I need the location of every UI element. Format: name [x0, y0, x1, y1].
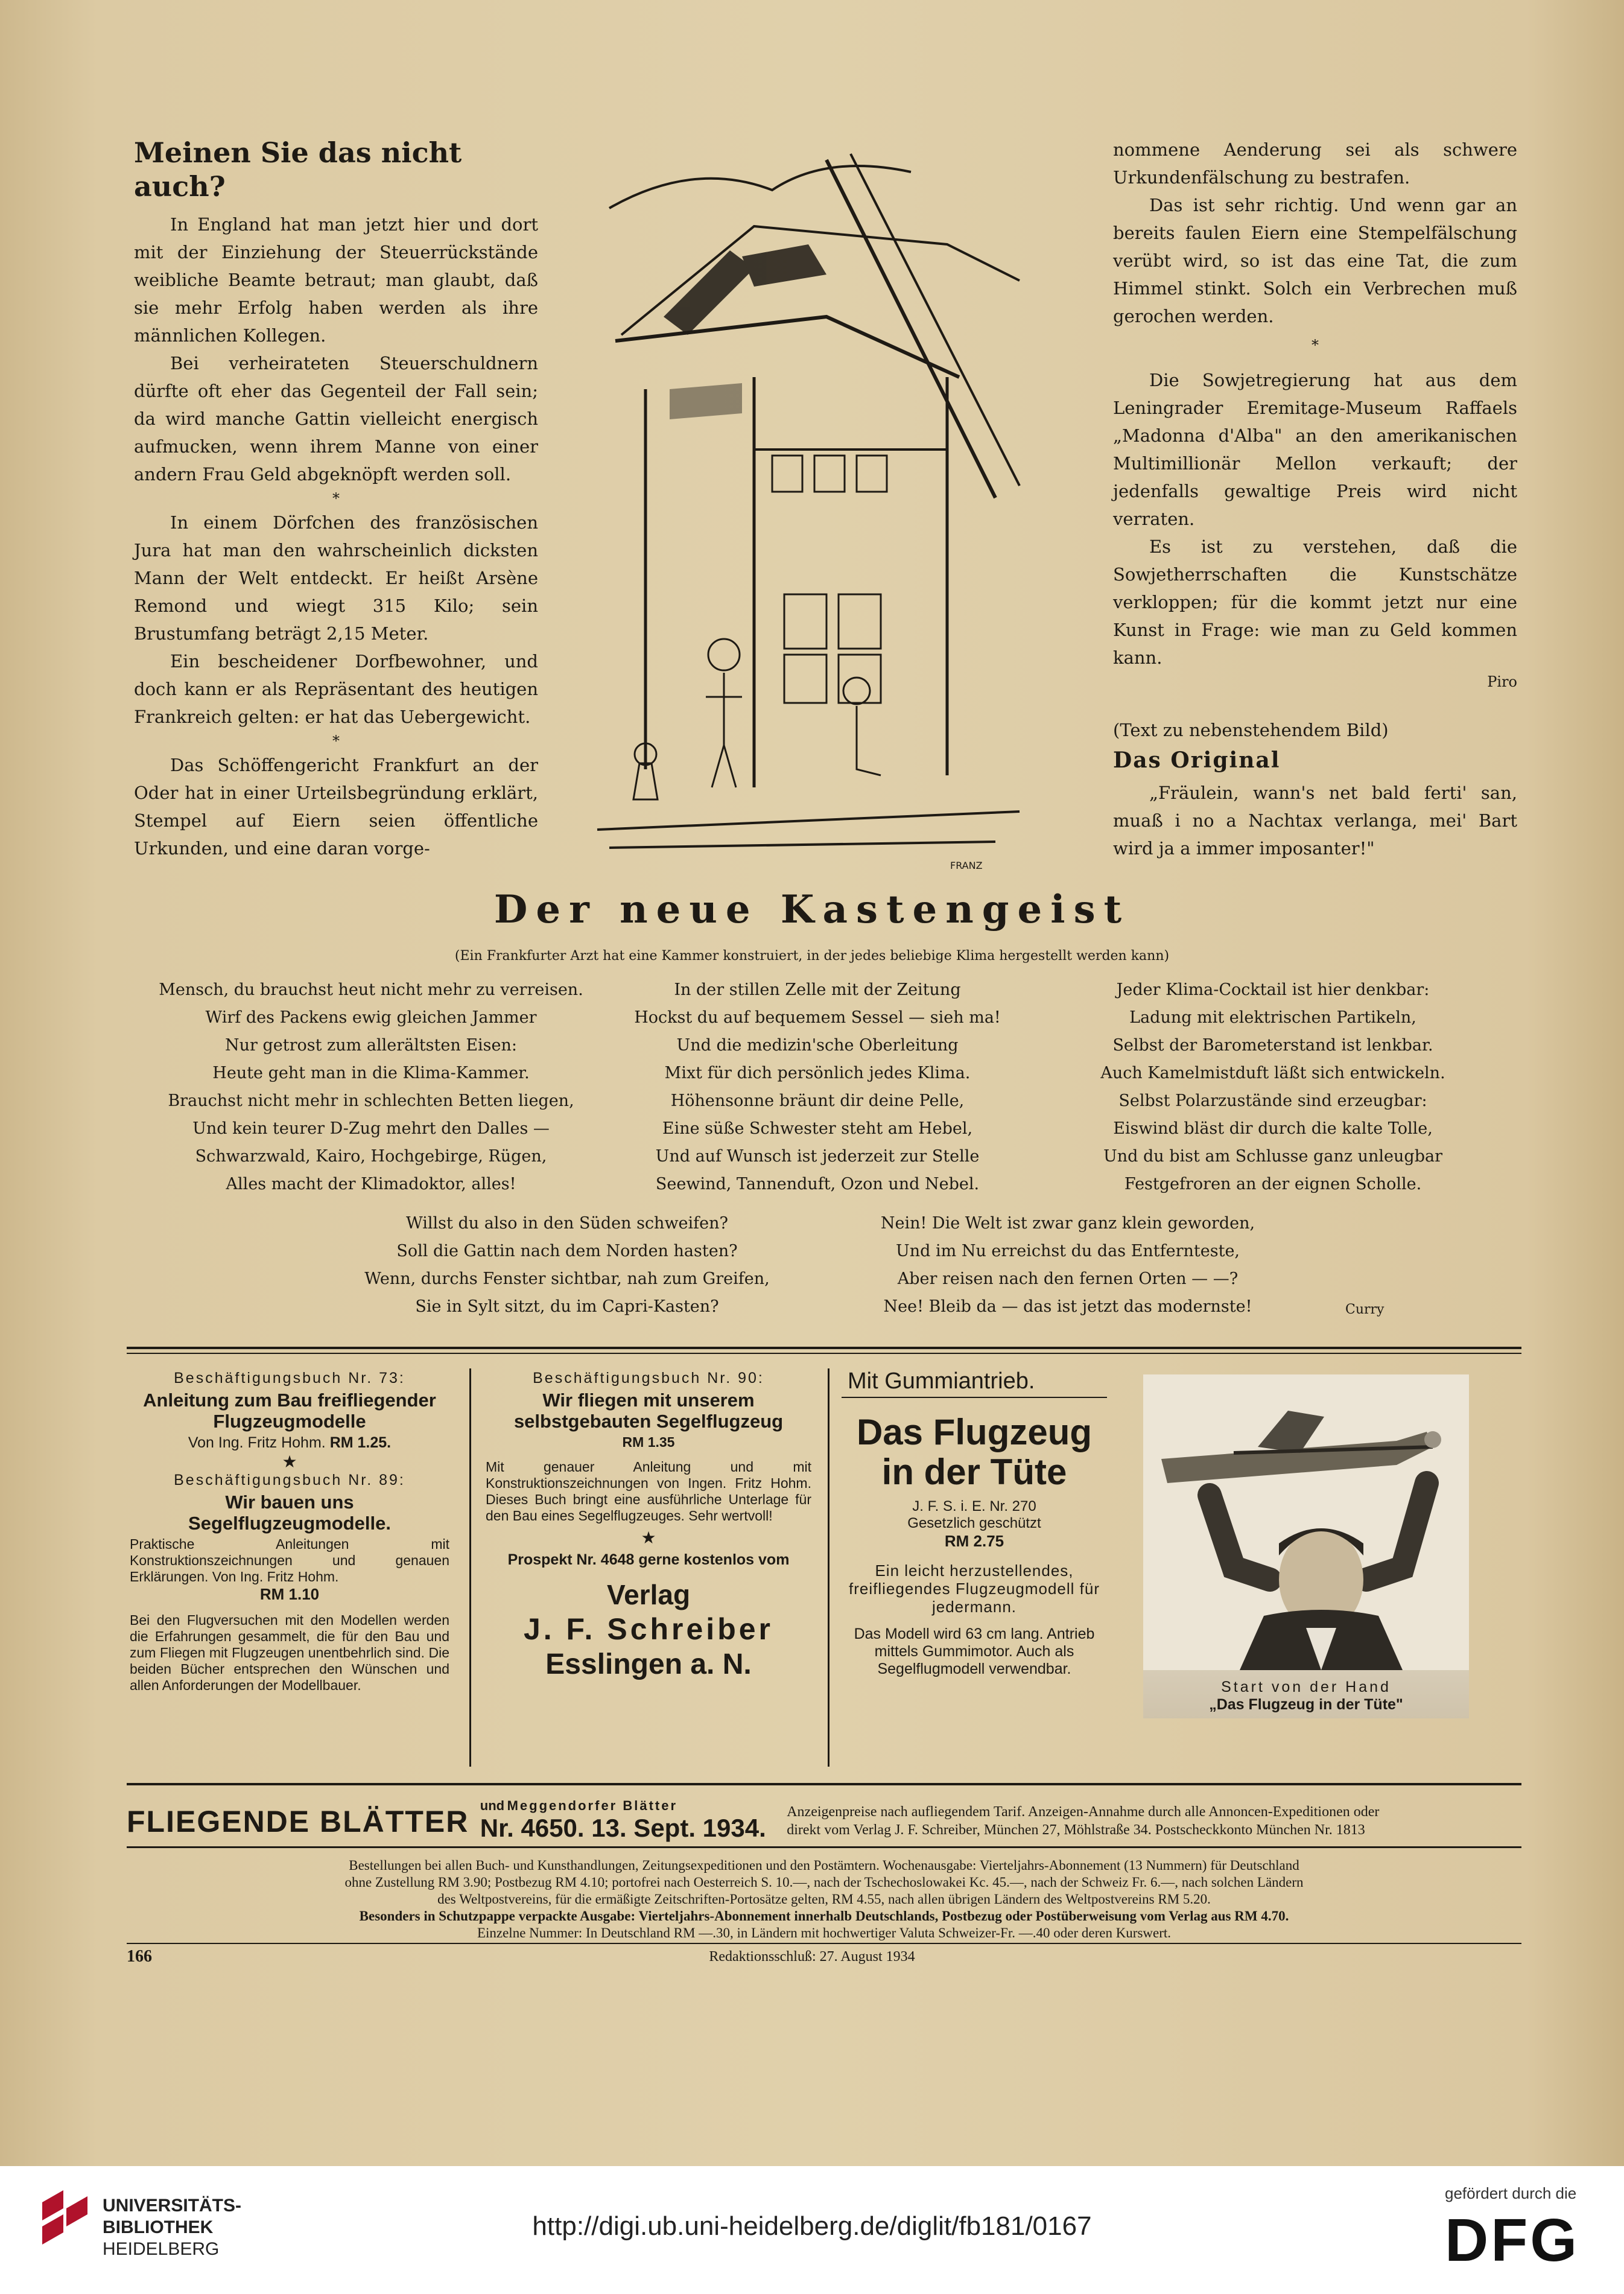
- ad-text: Bei den Flugversuchen mit den Modellen werden die Erfahrungen gesammelt, die für den Bau und zum Fliegen mit Flugzeugen unentbehrlich sind. Die beiden Bücher entsprechen den Wünschen und allen Anforderungen der Modellbauer.: [130, 1612, 449, 1693]
- article-paragraph: Das Schöffengericht Frankfurt an der Oder hat in einer Urteilsbegründung erklärt, Stempel auf Eiern seien öffentliche Urkunden, und eine daran vorge-: [134, 755, 538, 859]
- poem-line: Und auf Wunsch ist jederzeit zur Stelle: [655, 1147, 980, 1166]
- masthead-info: [787, 1803, 1379, 1839]
- illustration-old-house: [573, 136, 1038, 872]
- photo-caption-1: Start von der Hand: [1221, 1679, 1391, 1695]
- poem-line: Nein! Die Welt ist zwar ganz klein geworden,: [880, 1214, 1255, 1233]
- poem-line: Aber reisen nach den fernen Orten — —?: [897, 1269, 1239, 1288]
- redaktionsschluss: Redaktionsschluß: 27. August 1934: [709, 1949, 915, 1965]
- article-paragraph: In einem Dörfchen des französischen Jura hat man den wahrscheinlich dicksten Mann der Welt entdeckt. Er heißt Arsène Remond und wiegt 315 Kilo; sein Brustumfang beträgt 2,15 Meter.: [134, 512, 538, 644]
- poem-line: Mensch, du brauchst heut nicht mehr zu verreisen.: [159, 980, 583, 999]
- poem-line: Eiswind bläst dir durch die kalte Tolle,: [1113, 1119, 1433, 1138]
- illustration-signature: FRANZ: [950, 860, 983, 871]
- poem-line: Nur getrost zum allerältsten Eisen:: [224, 1036, 518, 1055]
- publisher-name: J. F. Schreiber: [523, 1612, 774, 1646]
- publisher-city: Esslingen a. N.: [545, 1648, 752, 1680]
- poem-line: Schwarzwald, Kairo, Hochgebirge, Rügen,: [195, 1147, 547, 1166]
- poem-line: Willst du also in den Süden schweifen?: [405, 1214, 729, 1233]
- masthead-issue-block: [480, 1798, 766, 1843]
- star-icon: ★: [641, 1528, 656, 1547]
- caption-note: (Text zu nebenstehendem Bild): [1113, 720, 1389, 740]
- library-name-line: HEIDELBERG: [103, 2239, 220, 2259]
- permalink-url[interactable]: http://digi.ub.uni-heidelberg.de/diglit/fb181/0167: [532, 2211, 1092, 2241]
- funding-note: gefördert durch die: [1445, 2184, 1577, 2202]
- poem-line: Wirf des Packens ewig gleichen Jammer: [205, 1008, 537, 1027]
- book-price: RM 1.35: [622, 1434, 675, 1450]
- poem-line: Jeder Klima-Cocktail ist hier denkbar:: [1116, 980, 1430, 999]
- star-icon: ★: [282, 1452, 297, 1471]
- book-title: Wir bauen uns Segelflugzeugmodelle.: [188, 1492, 391, 1534]
- masthead-und: und: [480, 1798, 505, 1813]
- poem-line: Mixt für dich persönlich jedes Klima.: [664, 1064, 971, 1082]
- poem-stanza-5: [826, 1210, 1309, 1321]
- section-star: *: [332, 490, 340, 507]
- poem-line: Und kein teurer D-Zug mehrt den Dalles —: [192, 1119, 550, 1138]
- ad-flugzeug-tuete: [842, 1368, 1107, 1678]
- order-line: Besonders in Schutzpappe verpackte Ausgabe: Vierteljahrs-Abonnement innerhalb Deutschlands, Postbezug oder Postüberweisung vom Verlag aus RM 4.70.: [359, 1908, 1289, 1924]
- poem-line: Hockst du auf bequemem Sessel — sieh ma!: [634, 1008, 1001, 1027]
- article-left-column: [134, 136, 538, 862]
- caption-title: Das Original: [1113, 748, 1281, 773]
- ad-book-segelflugzeug: [486, 1370, 811, 1682]
- book-title: Anleitung zum Bau freifliegender Flugzeugmodelle: [143, 1390, 436, 1432]
- ad-protected: Gesetzlich geschützt: [907, 1515, 1041, 1531]
- poem-line: Festgefroren an der eignen Scholle.: [1124, 1175, 1422, 1193]
- article-title: Meinen Sie das nicht auch?: [134, 136, 462, 203]
- book-price: RM 1.10: [259, 1585, 320, 1603]
- publisher-verlag: Verlag: [606, 1579, 691, 1610]
- article-paragraph: In England hat man jetzt hier und dort mit der Einziehung der Steuerrückstände weibliche Beamte betraut; man glaubt, daß sie mehr Erfolg haben werden als ihre männlichen Kollegen.: [134, 214, 538, 346]
- footer-rule: [127, 1943, 1521, 1944]
- ad-description-2: Das Modell wird 63 cm lang. Antrieb mittels Gummimotor. Auch als Segelflugmodell verwendbar.: [854, 1625, 1095, 1677]
- photo-boy-with-plane: [1143, 1374, 1469, 1718]
- masthead-info-line: direkt vom Verlag J. F. Schreiber, München 27, Möhlstraße 34. Postscheckkonto München Nr. 1813: [787, 1822, 1365, 1838]
- poem-line: Und die medizin'sche Oberleitung: [676, 1036, 959, 1055]
- poem-line: Alles macht der Klimadoktor, alles!: [226, 1175, 516, 1193]
- caption-text: „Fräulein, wann's net bald ferti' san, muaß i no a Nachtax verlanga, mei' Bart wird ja a immer imposanter!": [1113, 783, 1517, 859]
- article-paragraph: Bei verheirateten Steuerschuldnern dürfte oft eher das Gegenteil der Fall sein; da wird manche Gattin vielleicht energisch aufmucken, wenn ihrem Manne von einer andern Frau Geld abgeknöpft werden soll.: [134, 353, 538, 485]
- poem-subtitle: (Ein Frankfurter Arzt hat eine Kammer konstruiert, in der jedes beliebige Klima hergestellt werden kann): [454, 948, 1170, 964]
- masthead: [127, 1798, 1379, 1843]
- article-right-column: [1113, 136, 1517, 862]
- poem-stanza-2: [588, 976, 1047, 1198]
- book-label: Beschäftigungsbuch Nr. 90:: [533, 1370, 764, 1387]
- masthead-title: FLIEGENDE BLÄTTER: [127, 1805, 469, 1838]
- page-number: 166: [127, 1947, 152, 1966]
- book-label: Beschäftigungsbuch Nr. 89:: [174, 1472, 405, 1489]
- order-line: Einzelne Nummer: In Deutschland RM —.30, in Ländern mit hochwertiger Valuta Schweizer-Fr. —.40 oder deren Kurswert.: [477, 1925, 1172, 1940]
- poem-line: Nee! Bleib da — das ist jetzt das modernste!: [883, 1297, 1252, 1316]
- order-line: Bestellungen bei allen Buch- und Kunsthandlungen, Zeitungsexpeditionen und den Postämtern. Wochenausgabe: Vierteljahrs-Abonnement (13 Nummern) für Deutschland: [349, 1858, 1299, 1873]
- ad-price: RM 2.75: [944, 1532, 1004, 1550]
- poem-stanza-3: [1044, 976, 1502, 1198]
- order-line: des Weltpostvereins, für die ermäßigte Zeitschriften-Portosätze gelten, RM 4.55, nach allen übrigen Ländern des Weltpostvereins RM 5.20.: [437, 1892, 1211, 1907]
- photo-caption-2: „Das Flugzeug in der Tüte": [1209, 1696, 1403, 1713]
- poem-line: Selbst der Barometerstand ist lenkbar.: [1112, 1036, 1433, 1055]
- poem-stanza-1: [142, 976, 600, 1198]
- book-description: Mit genauer Anleitung und mit Konstruktionszeichnungen von Ingen. Fritz Hohm. Dieses Buch bringt eine ausführliche Unterlage für den Bau eines Segelflugzeuges. Sehr wertvoll!: [486, 1459, 811, 1524]
- ad-books-flugzeugmodelle: [130, 1370, 449, 1694]
- poem-line: Selbst Polarzustände sind erzeugbar:: [1118, 1091, 1427, 1110]
- poem-stanza-4: [338, 1210, 796, 1321]
- poem-line: Ladung mit elektrischen Partikeln,: [1129, 1008, 1416, 1027]
- poem-line: Sie in Sylt sitzt, du im Capri-Kasten?: [415, 1297, 719, 1316]
- poem-line: Höhensonne bräunt dir deine Pelle,: [670, 1091, 965, 1110]
- masthead-info-line: Anzeigenpreise nach aufliegendem Tarif. Anzeigen-Annahme durch alle Annoncen-Expeditionen oder: [787, 1804, 1380, 1820]
- ad-tag: Mit Gummiantrieb.: [842, 1368, 1107, 1398]
- section-star: *: [1312, 337, 1319, 354]
- ad-title: Das Flugzeug in der Tüte: [856, 1412, 1093, 1492]
- photo-image: [1143, 1374, 1469, 1670]
- poem-line: Und du bist am Schlusse ganz unleugbar: [1103, 1147, 1442, 1166]
- article-paragraph: Ein bescheidener Dorfbewohner, und doch kann er als Repräsentant des heutigen Frankreich gelten: er hat das Uebergewicht.: [134, 651, 538, 727]
- ad-ref: J. F. S. i. E. Nr. 270: [912, 1498, 1036, 1514]
- article-paragraph: Das ist sehr richtig. Und wenn gar an bereits faulen Eiern eine Stempelfälschung verübt wird, so ist das eine Tat, die zum Himmel stinkt. Solch ein Verbrechen muß gerochen werden.: [1113, 195, 1517, 326]
- book-author: Von Ing. Fritz Hohm. RM 1.25.: [188, 1434, 392, 1451]
- article-paragraph: Es ist zu verstehen, daß die Sowjetherrschaften die Kunstschätze verkloppen; für die kommt jetzt nur eine Kunst in Frage: wie man zu Geld kommen kann.: [1113, 536, 1517, 668]
- library-name-line: BIBLIOTHEK: [103, 2217, 214, 2237]
- ad-bottom-rule: [127, 1783, 1521, 1785]
- poem-title: Der neue Kastengeist: [493, 887, 1131, 932]
- poem-line: Und im Nu erreichst du das Entfernteste,: [895, 1242, 1240, 1260]
- article-author: Piro: [1487, 673, 1517, 690]
- book-title: Wir fliegen mit unserem selbstgebauten Segelflugzeug: [513, 1390, 784, 1432]
- poem-line: Eine süße Schwester steht am Hebel,: [662, 1119, 973, 1138]
- section-star: *: [332, 732, 340, 749]
- library-name-line: UNIVERSITÄTS-: [103, 2196, 242, 2216]
- masthead-bottom-rule: [127, 1846, 1521, 1848]
- dfg-logo: DFG: [1445, 2207, 1580, 2274]
- poem-line: Heute geht man in die Klima-Kammer.: [212, 1064, 530, 1082]
- digitization-footer: [0, 2166, 1624, 2294]
- masthead-issue: Nr. 4650. 13. Sept. 1934.: [480, 1814, 766, 1842]
- poem-line: In der stillen Zelle mit der Zeitung: [674, 980, 961, 999]
- masthead-meggendorfer: Meggendorfer Blätter: [507, 1798, 678, 1813]
- ad-divider: [828, 1368, 829, 1767]
- article-paragraph: nommene Aenderung sei als schwere Urkundenfälschung zu bestrafen.: [1113, 139, 1517, 188]
- poem-line: Auch Kamelmistduft läßt sich entwickeln.: [1100, 1064, 1445, 1082]
- order-line: ohne Zustellung RM 3.90; Postbezug RM 4.10; portofrei nach Oesterreich S. 10.—, nach der Tschechoslowakei Kc. 45.—, nach der Schweiz Fr. 6.—, nach solchen Ländern: [344, 1875, 1304, 1890]
- ad-top-rule: [127, 1347, 1521, 1349]
- ad-description: Ein leicht herzustellendes, freifliegendes Flugzeugmodell für jedermann.: [849, 1562, 1100, 1616]
- poem-line: Soll die Gattin nach dem Norden hasten?: [396, 1242, 738, 1260]
- book-label: Beschäftigungsbuch Nr. 73:: [174, 1370, 405, 1387]
- poem-line: Brauchst nicht mehr in schlechten Betten liegen,: [168, 1091, 574, 1110]
- poem-line: Wenn, durchs Fenster sichtbar, nah zum Greifen,: [364, 1269, 770, 1288]
- prospekt-text: Prospekt Nr. 4648 gerne kostenlos vom: [507, 1551, 790, 1568]
- poem-line: Seewind, Tannenduft, Ozon und Nebel.: [655, 1175, 980, 1193]
- article-paragraph: Die Sowjetregierung hat aus dem Leningrader Eremitage-Museum Raffaels „Madonna d'Alba" an den amerikanischen Multimillionär Mellon verkauft; der jedenfalls gewaltige Preis wird nicht verraten.: [1113, 370, 1517, 529]
- ad-top-rule-thin: [127, 1353, 1521, 1354]
- ad-divider: [469, 1368, 471, 1767]
- order-info: [127, 1857, 1521, 1942]
- book-description: Praktische Anleitungen mit Konstruktionszeichnungen und genauen Erklärungen. Von Ing. Fritz Hohm.: [130, 1536, 449, 1584]
- poem-author: Curry: [1345, 1302, 1385, 1317]
